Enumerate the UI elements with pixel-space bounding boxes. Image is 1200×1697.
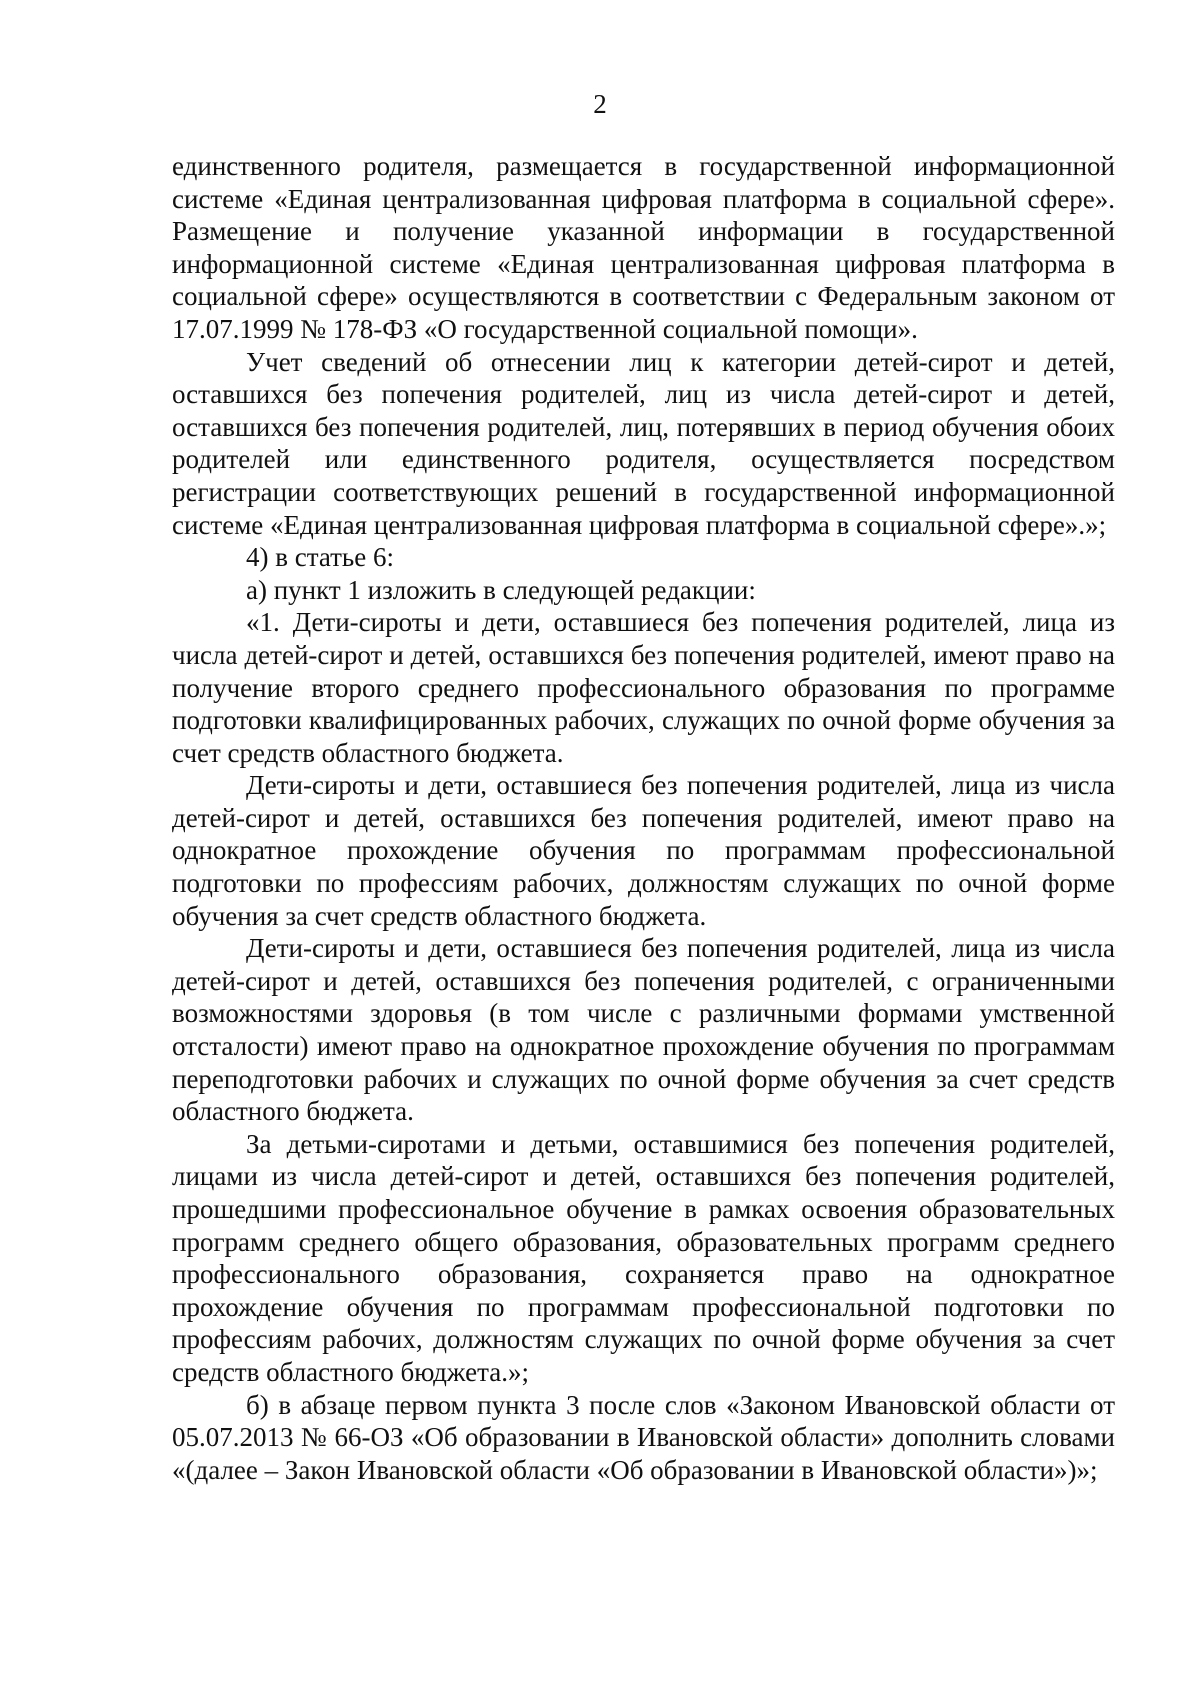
paragraph-item-a: а) пункт 1 изложить в следующей редакции: (246, 574, 756, 605)
paragraph-records-registration: Учет сведений об отнесении лиц к категории детей-сирот и детей, оставшихся без попечения родителей, лиц из числа детей-сирот и детей, оставшихся без попечения родителей, лиц, потерявших в период обучения обоих родителей или единственного родителя, осуществляется посредством регистрации соответствующих решений в государственной информационной системе «Единая централизованная цифровая платформа в социальной сфере».»; (172, 346, 1115, 540)
paragraph-retained-right: За детьми-сиротами и детьми, оставшимися без попечения родителей, лицами из числа детей-сирот и детей, оставшихся без попечения родителей, прошедшими профессиональное обучение в рамках освоения образовательных программ среднего общего образования, образовательных программ среднего профессионального образования, сохраняется право на однократное прохождение обучения по программам профессиональной подготовки по профессиям рабочих, должностям служащих по очной форме обучения за счет средств областного бюджета.»; (172, 1128, 1115, 1387)
paragraph-item-b: б) в абзаце первом пункта 3 после слов «Законом Ивановской области от 05.07.2013 № 66-ОЗ «Об образовании в Ивановской области» дополнить словами «(далее – Закон Ивановской области «Об образовании в Ивановской области»)»; (172, 1389, 1115, 1485)
page-number: 2 (593, 89, 607, 119)
paragraph-article-6: 4) в статье 6: (246, 542, 394, 573)
document-body (172, 150, 1115, 1486)
paragraph-disabilities: Дети-сироты и дети, оставшиеся без попечения родителей, лица из числа детей-сирот и детей, оставшихся без попечения родителей, с ограниченными возможностями здоровья (в том числе с различными формами умственной отсталости) имеют право на однократное прохождение обучения по программам переподготовки рабочих и служащих по очной форме обучения за счет средств областного бюджета. (172, 933, 1115, 1127)
paragraph-vocational-training: Дети-сироты и дети, оставшиеся без попечения родителей, лица из числа детей-сирот и детей, оставшихся без попечения родителей, имеют право на однократное прохождение обучения по программам профессиональной подготовки по профессиям рабочих, должностям служащих по очной форме обучения за счет средств областного бюджета. (172, 770, 1115, 931)
paragraph-point-1: «1. Дети-сироты и дети, оставшиеся без попечения родителей, лица из числа детей-сирот и детей, оставшихся без попечения родителей, имеют право на получение второго среднего профессионального образования по программе подготовки квалифицированных рабочих, служащих по очной форме обучения за счет средств областного бюджета. (172, 607, 1115, 768)
paragraph-continuation: единственного родителя, размещается в государственной информационной системе «Единая централизованная цифровая платформа в социальной сфере». Размещение и получение указанной информации в государственной информационной системе «Единая централизованная цифровая платформа в социальной сфере» осуществляются в соответствии с Федеральным законом от 17.07.1999 № 178-ФЗ «О государственной социальной помощи». (172, 151, 1115, 344)
